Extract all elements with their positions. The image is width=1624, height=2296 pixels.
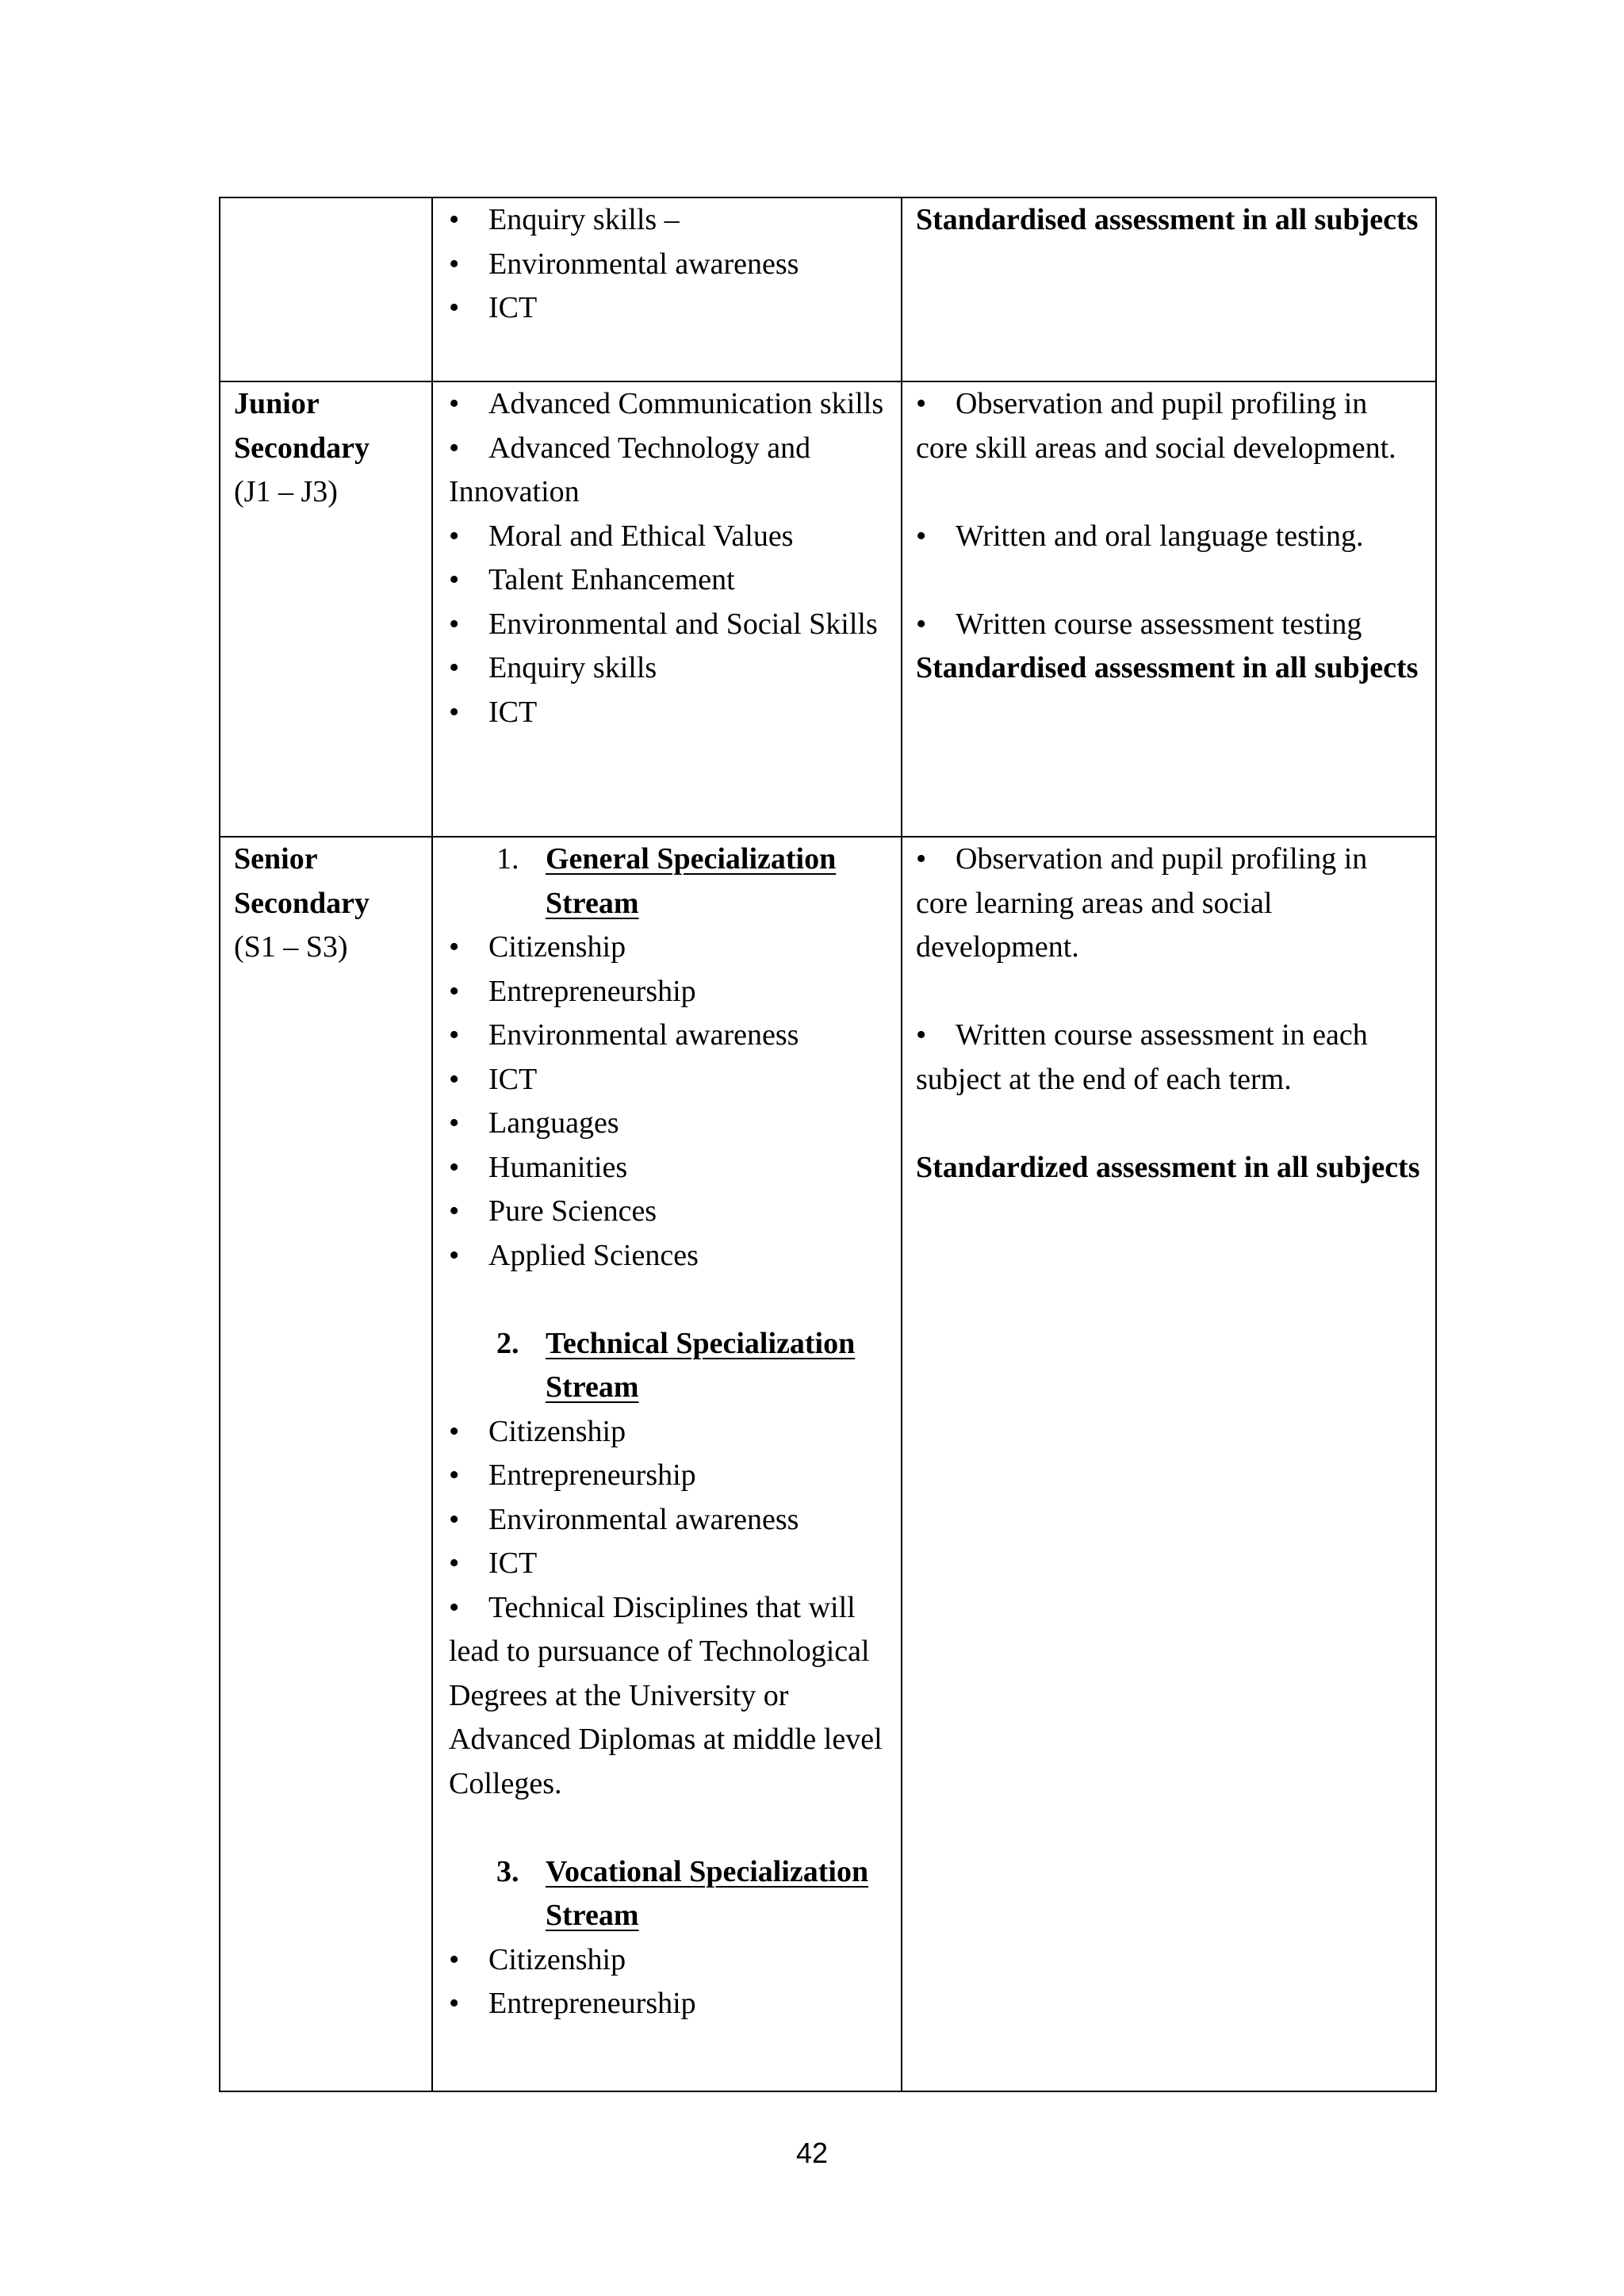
stage-name: Junior Secondary [234,387,370,465]
list-item: • Enquiry skills [449,646,893,691]
assessment-summary: Standardized assessment in all subjects [916,1150,1420,1184]
bullet-icon: • [449,1458,460,1492]
bullet-icon: • [449,1987,460,2020]
bullet-icon: • [449,1194,460,1228]
bullet-icon: • [449,1150,460,1184]
bullet-icon: • [449,1018,460,1052]
list-item: • Applied Sciences [449,1234,893,1278]
bullet-icon: • [449,1062,460,1096]
list-item: • Citizenship [449,1410,893,1455]
table-row [220,837,1436,2091]
list-item: • ICT [449,1542,893,1586]
list-item: • Citizenship [449,926,893,970]
list-item: • Moral and Ethical Values [449,515,893,559]
assessment-item: • Written course assessment testing [916,603,1424,647]
bullet-icon: • [916,1018,927,1052]
bullet-icon: • [449,1502,460,1536]
bullet-icon: • [449,1590,460,1624]
bullet-icon: • [449,203,460,236]
bullet-icon: • [449,930,460,964]
assessment-item: • Observation and pupil profiling in core learning areas and social development. [916,838,1424,970]
bullet-icon: • [449,291,460,324]
list-item: • Talent Enhancement [449,558,893,603]
bullet-icon: • [916,607,927,641]
list-item: • Citizenship [449,1938,893,1983]
bullet-icon: • [916,519,927,553]
bullet-icon: • [449,974,460,1008]
stream-heading: 1. General Specialization Stream [496,842,837,920]
assessment-item: • Written course assessment in each subject at the end of each term. [916,1014,1424,1102]
stage-cell [220,197,432,381]
stream-heading: 2. Technical Specialization Stream [496,1326,856,1404]
assessment-item: • Written and oral language testing. [916,515,1424,559]
bullet-icon: • [449,1238,460,1272]
assessment-cell [902,837,1436,2091]
bullet-icon: • [449,1106,460,1140]
curriculum-assessment-table [219,197,1437,2092]
list-item: • Languages [449,1102,893,1146]
stream-heading: 3. Vocational Specialization Stream [496,1854,869,1932]
bullet-icon: • [449,695,460,729]
list-item: • Environmental and Social Skills [449,603,893,647]
bullet-icon: • [449,563,460,596]
bullet-icon: • [916,842,927,876]
stage-name: Senior Secondary [234,842,370,920]
list-item: • Advanced Technology and Innovation [449,427,893,515]
list-item: • Enquiry skills – [449,198,893,243]
list-item: • ICT [449,286,893,331]
list-item: • Humanities [449,1146,893,1190]
assessment-cell [902,381,1436,837]
stage-cell [220,381,432,837]
stage-range: (S1 – S3) [234,930,348,964]
subjects-cell [432,381,902,837]
bullet-icon: • [449,1942,460,1976]
bullet-icon: • [916,387,927,420]
assessment-cell [902,197,1436,381]
list-item: • Pure Sciences [449,1190,893,1234]
assessment-item: • Observation and pupil profiling in core skill areas and social development. [916,382,1424,470]
bullet-icon: • [449,387,460,420]
bullet-icon: • [449,247,460,281]
list-item: • Environmental awareness [449,1014,893,1058]
bullet-icon: • [449,1547,460,1580]
bullet-icon: • [449,519,460,553]
stage-range: (J1 – J3) [234,475,338,508]
stage-cell [220,837,432,2091]
list-item: • Technical Disciplines that will lead to pursuance of Technological Degrees at the University or Advanced Diplomas at middle level Colleges. [449,1586,893,1807]
page-number: 42 [795,2137,829,2169]
list-item: • Entrepreneurship [449,1454,893,1498]
list-item: • Environmental awareness [449,1498,893,1543]
bullet-icon: • [449,607,460,641]
list-item: • Entrepreneurship [449,1982,893,2026]
table-row [220,381,1436,837]
bullet-icon: • [449,1414,460,1448]
list-item: • ICT [449,1058,893,1102]
list-item: • Advanced Communication skills [449,382,893,427]
assessment-summary: Standardised assessment in all subjects [916,651,1419,684]
assessment-summary: Standardised assessment in all subjects [916,203,1419,236]
list-item: • ICT [449,691,893,735]
subjects-cell [432,197,902,381]
bullet-icon: • [449,651,460,684]
list-item: • Entrepreneurship [449,970,893,1014]
list-item: • Environmental awareness [449,243,893,287]
table-row [220,197,1436,381]
subjects-cell [432,837,902,2091]
bullet-icon: • [449,431,460,465]
